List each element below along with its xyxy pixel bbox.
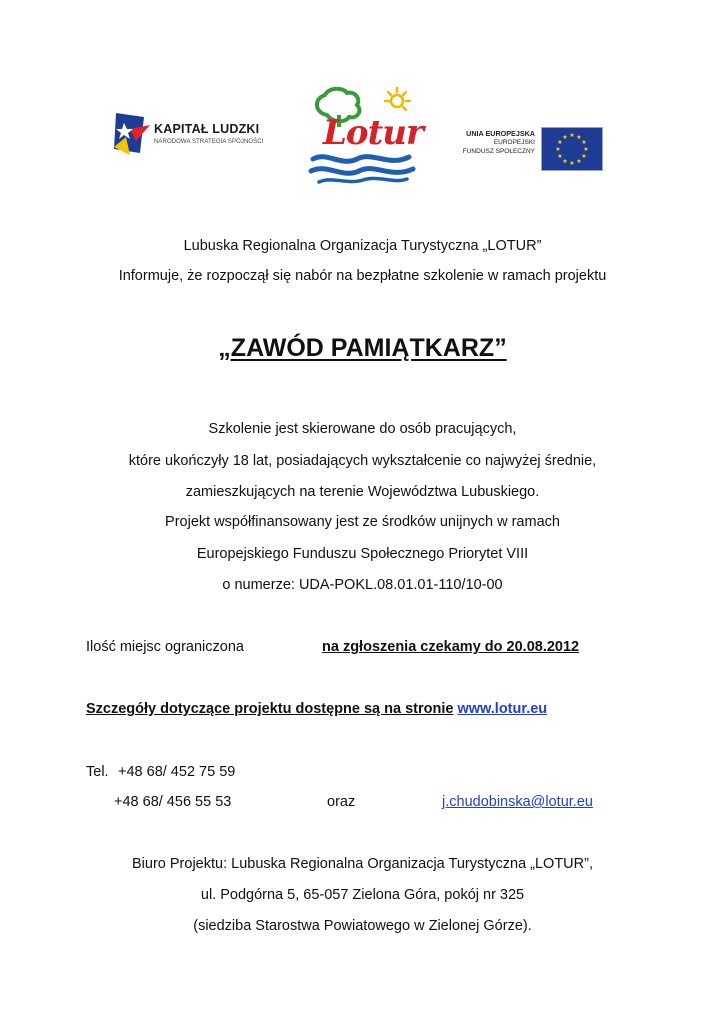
- svg-text:★: ★: [562, 158, 568, 165]
- svg-text:★: ★: [557, 153, 563, 160]
- office-line-1: Biuro Projektu: Lubuska Regionalna Organizacja Turystyczna „LOTUR”,: [132, 856, 593, 872]
- lotur-wordmark: Lotur: [323, 113, 423, 153]
- website-link[interactable]: www.lotur.eu: [457, 701, 548, 717]
- deadline-text: na zgłoszenia czekamy do 20.08.2012: [322, 639, 580, 655]
- svg-text:★: ★: [576, 134, 582, 141]
- tel-label: Tel.: [86, 764, 109, 780]
- office-line-3: (siedziba Starostwa Powiatowego w Zielonej Górze).: [193, 918, 532, 934]
- intro-line-1: Lubuska Regionalna Organizacja Turystyczna „LOTUR”: [183, 238, 542, 254]
- office-line-2: ul. Podgórna 5, 65-057 Zielona Góra, pokój nr 325: [200, 887, 525, 903]
- kapital-ludzki-title: KAPITAŁ LUDZKI: [154, 122, 260, 136]
- description-line-5: Europejskiego Funduszu Społecznego Priorytet VIII: [196, 546, 529, 562]
- description-line-4: Projekt współfinansowany jest ze środków unijnych w ramach: [165, 514, 560, 530]
- kapital-ludzki-emblem-icon: [110, 107, 152, 159]
- eu-flag-icon: [541, 127, 603, 171]
- description-line-2: które ukończyły 18 lat, posiadających wykształcenie co najwyżej średnie,: [128, 453, 597, 469]
- description-line-3: zamieszkujących na terenie Województwa Lubuskiego.: [185, 484, 540, 500]
- eu-line1: UNIA EUROPEJSKA: [466, 129, 535, 138]
- eu-line2: EUROPEJSKI: [493, 139, 535, 146]
- svg-text:★: ★: [569, 132, 575, 139]
- svg-text:★: ★: [583, 146, 589, 153]
- svg-text:★: ★: [569, 160, 575, 167]
- eu-text: [463, 129, 535, 156]
- intro-line-2: Informuje, że rozpoczął się nabór na bezpłatne szkolenie w ramach projektu: [118, 268, 607, 284]
- kapital-ludzki-logo: [110, 103, 285, 163]
- email-link[interactable]: j.chudobinska@lotur.eu: [442, 794, 593, 810]
- eu-efs-logo: [445, 122, 610, 172]
- contact-conjunction: oraz: [327, 794, 356, 810]
- svg-text:★: ★: [562, 134, 568, 141]
- svg-text:★: ★: [581, 139, 587, 146]
- svg-text:★: ★: [555, 146, 561, 153]
- page-title: „ZAWÓD PAMIĄTKARZ”: [218, 334, 507, 362]
- description-line-1: Szkolenie jest skierowane do osób pracujących,: [208, 421, 517, 437]
- lotur-logo: [305, 85, 423, 185]
- svg-text:★: ★: [557, 139, 563, 146]
- details-text: Szczegóły dotyczące projektu dostępne są na stronie: [86, 701, 454, 717]
- places-label: Ilość miejsc ograniczona: [86, 639, 244, 655]
- svg-text:★: ★: [576, 158, 582, 165]
- svg-text:★: ★: [581, 153, 587, 160]
- details-line: [86, 700, 547, 718]
- kapital-ludzki-subtitle: NARODOWA STRATEGIA SPÓJNOŚCI: [154, 139, 264, 145]
- phone-2: +48 68/ 456 55 53: [114, 794, 232, 810]
- phone-1: +48 68/ 452 75 59: [118, 764, 236, 780]
- description-line-6: o numerze: UDA-POKL.08.01.01-110/10-00: [222, 577, 503, 593]
- eu-line3: FUNDUSZ SPOŁECZNY: [462, 148, 535, 155]
